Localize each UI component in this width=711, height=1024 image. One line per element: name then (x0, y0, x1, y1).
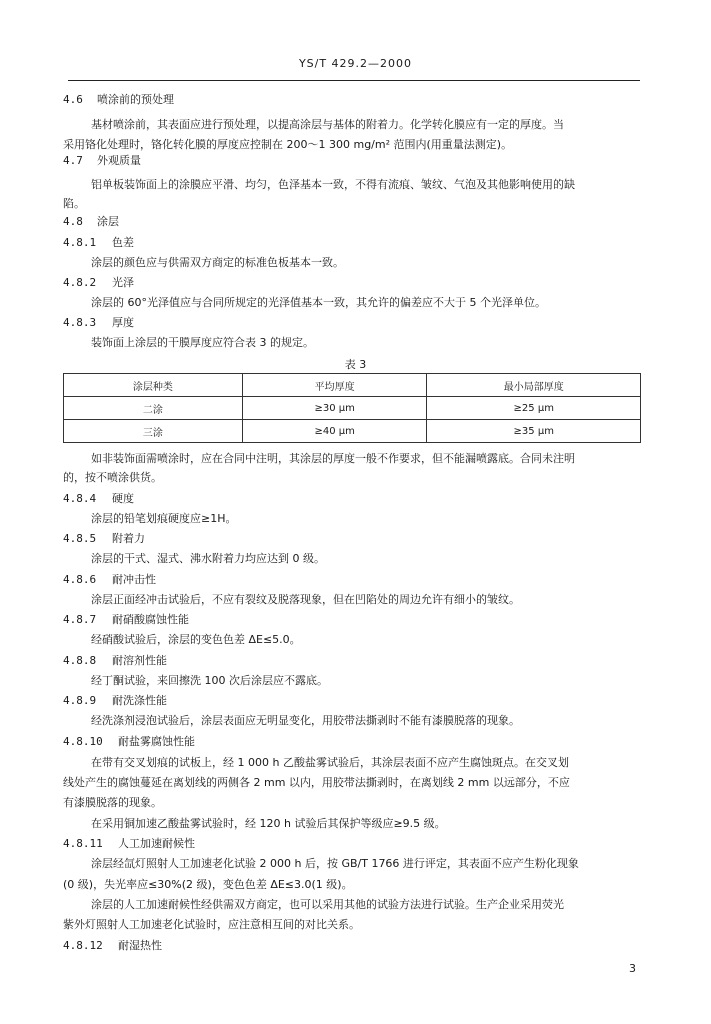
subsection-number: 4.8.7 (63, 613, 97, 626)
table-cell: 二涂 (64, 397, 243, 420)
paragraph-line: 在采用铜加速乙酸盐雾试验时，经 120 h 试验后其保护等级应≥9.5 级。 (91, 817, 446, 830)
paragraph-line: 线处产生的腐蚀蔓延在离划线的两侧各 2 mm 以内，用胶带法撕剥时，在离划线 2 mm 以远部分，不应 (63, 776, 570, 789)
table-row (64, 420, 641, 443)
table-caption: 表 3 (344, 358, 367, 371)
subsection-number: 4.8.10 (63, 735, 103, 748)
subsection-title: 耐冲击性 (112, 573, 156, 586)
subsection-number: 4.8.4 (63, 492, 97, 505)
section-number: 4.7 (63, 154, 83, 167)
paragraph-line: 装饰面上涂层的干膜厚度应符合表 3 的规定。 (91, 336, 314, 349)
subsection-title: 光泽 (112, 276, 134, 289)
table-cell: ≥40 μm (242, 420, 427, 443)
subsection-title: 人工加速耐候性 (118, 837, 195, 850)
subsection-number: 4.8.6 (63, 573, 97, 586)
table-header-cell: 最小局部厚度 (427, 374, 641, 397)
subsection-title: 色差 (112, 236, 134, 249)
subsection-number: 4.8.8 (63, 654, 97, 667)
paragraph-line: (0 级)，失光率应≤30%(2 级)，变色色差 ΔE≤3.0(1 级)。 (63, 878, 353, 891)
table-row (64, 397, 641, 420)
section-title: 喷涂前的预处理 (97, 93, 174, 106)
subsection-title: 耐湿热性 (118, 939, 162, 952)
page-number: 3 (629, 962, 636, 975)
section-title: 外观质量 (97, 154, 141, 167)
subsection-title: 厚度 (112, 316, 134, 329)
paragraph-line: 涂层正面经冲击试验后，不应有裂纹及脱落现象，但在凹陷处的周边允许有细小的皱纹。 (91, 593, 520, 606)
subsection-title: 耐溶剂性能 (112, 654, 167, 667)
paragraph-line: 有漆膜脱落的现象。 (63, 796, 162, 809)
paragraph-line: 陷。 (63, 197, 85, 210)
subsection-number: 4.8.11 (63, 837, 103, 850)
paragraph-line: 涂层的干式、湿式、沸水附着力均应达到 0 级。 (91, 552, 325, 565)
table-header-row (64, 374, 641, 397)
subsection-title: 附着力 (112, 532, 145, 545)
subsection-number: 4.8.9 (63, 694, 97, 707)
subsection-title: 耐洗涤性能 (112, 694, 167, 707)
subsection-title: 耐盐雾腐蚀性能 (118, 735, 195, 748)
thickness-table (63, 373, 641, 443)
header-rule (68, 80, 640, 81)
paragraph-line: 采用铬化处理时，铬化转化膜的厚度应控制在 200～1 300 mg/m² 范围内(用重量法测定)。 (63, 138, 513, 151)
table-header-cell: 平均厚度 (242, 374, 427, 397)
table-cell: ≥25 μm (427, 397, 641, 420)
paragraph-line: 的，按不喷涂供货。 (63, 471, 162, 484)
paragraph-line: 涂层的铅笔划痕硬度应≥1H。 (91, 512, 237, 525)
section-number: 4.8 (63, 215, 83, 228)
subsection-number: 4.8.5 (63, 532, 97, 545)
table-cell: ≥30 μm (242, 397, 427, 420)
subsection-number: 4.8.12 (63, 939, 103, 952)
subsection-number: 4.8.3 (63, 316, 97, 329)
section-title: 涂层 (97, 215, 119, 228)
table-header-cell: 涂层种类 (64, 374, 243, 397)
paragraph-line: 基材喷涂前，其表面应进行预处理，以提高涂层与基体的附着力。化学转化膜应有一定的厚度。当 (91, 118, 564, 131)
subsection-title: 耐硝酸腐蚀性能 (112, 613, 189, 626)
paragraph-line: 铝单板装饰面上的涂膜应平滑、均匀，色泽基本一致，不得有流痕、皱纹、气泡及其他影响使用的缺 (91, 178, 575, 191)
paragraph-line: 经丁酮试验，来回擦洗 100 次后涂层应不露底。 (91, 674, 328, 687)
subsection-number: 4.8.2 (63, 276, 97, 289)
paragraph-line: 涂层经氙灯照射人工加速老化试验 2 000 h 后，按 GB/T 1766 进行评定，其表面不应产生粉化现象 (91, 857, 579, 870)
paragraph-line: 涂层的 60°光泽值应与合同所规定的光泽值基本一致，其允许的偏差应不大于 5 个光泽单位。 (91, 296, 546, 309)
paragraph-line: 在带有交叉划痕的试板上，经 1 000 h 乙酸盐雾试验后，其涂层表面不应产生腐蚀斑点。在交叉划 (91, 756, 569, 769)
standard-code-header: YS/T 429.2—2000 (298, 57, 413, 70)
paragraph-line: 涂层的颜色应与供需双方商定的标准色板基本一致。 (91, 256, 344, 269)
subsection-title: 硬度 (112, 492, 134, 505)
paragraph-line: 经硝酸试验后，涂层的变色色差 ΔE≤5.0。 (91, 633, 301, 646)
table-cell: 三涂 (64, 420, 243, 443)
paragraph-line: 紫外灯照射人工加速老化试验时，应注意相互间的对比关系。 (63, 918, 360, 931)
paragraph-line: 涂层的人工加速耐候性经供需双方商定，也可以采用其他的试验方法进行试验。生产企业采用荧光 (91, 898, 564, 911)
subsection-number: 4.8.1 (63, 236, 97, 249)
table-cell: ≥35 μm (427, 420, 641, 443)
paragraph-line: 如非装饰面需喷涂时，应在合同中注明，其涂层的厚度一般不作要求，但不能漏喷露底。合同未注明 (91, 452, 575, 465)
section-number: 4.6 (63, 93, 83, 106)
paragraph-line: 经洗涤剂浸泡试验后，涂层表面应无明显变化，用胶带法撕剥时不能有漆膜脱落的现象。 (91, 714, 520, 727)
